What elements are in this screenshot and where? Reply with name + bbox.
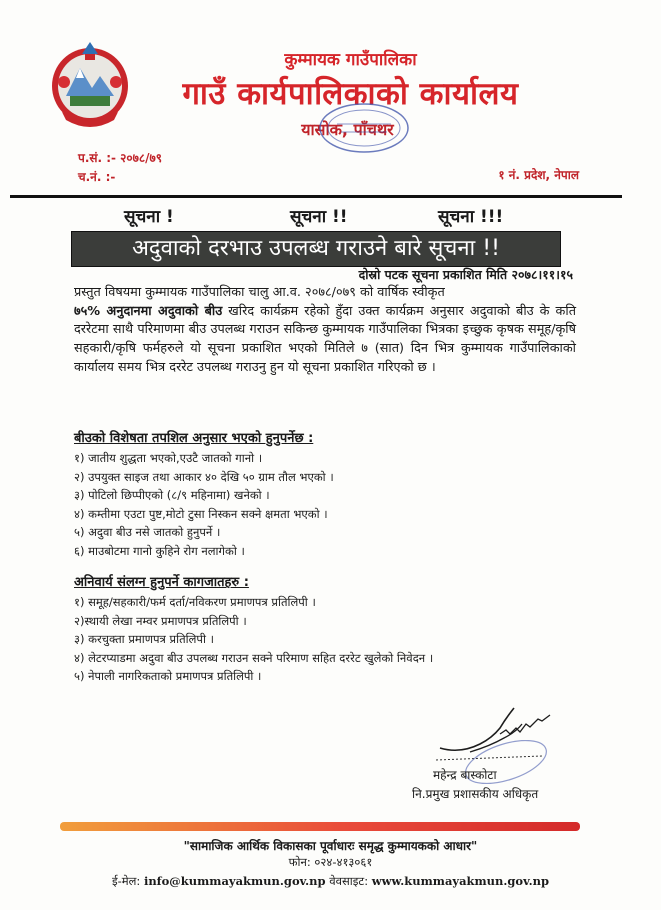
list-item: ५) अदुवा बीउ नसे जातको हुनुपर्ने । xyxy=(74,525,221,540)
footer-divider xyxy=(60,822,580,831)
required-docs-heading: अनिवार्य संलग्न हुनुपर्ने कागजातहरु : xyxy=(74,575,249,590)
notice-word-3: सूचना !!! xyxy=(438,207,504,227)
website-label: वेवसाइट: xyxy=(325,874,372,888)
body-part-1: प्रस्तुत विषयमा कुम्मायक गाउँपालिका चालु आ.व. २०७८/०७९ को वार्षिक स्वीकृत xyxy=(74,285,445,300)
list-item: ३) पोटिलो छिप्पीएको (८/९ महिनामा) खनेको । xyxy=(74,488,270,503)
notice-body xyxy=(74,284,576,378)
signatory-title: नि.प्रमुख प्रशासकीय अधिकृत xyxy=(412,787,539,801)
list-item: १) समूह/सहकारी/फर्म दर्ता/नविकरण प्रमाणपत्र प्रतिलिपी । xyxy=(74,595,316,609)
footer-phone: फोन: ०२४-४१३०६१ xyxy=(288,855,373,869)
office-stamp-icon xyxy=(315,100,413,156)
dispatch-number: च.नं. :- xyxy=(78,170,116,184)
list-item: ४) कम्तीमा एउटा पुष्ट,मोटो टुसा निस्कन सक्ने क्षमता भएको । xyxy=(74,506,328,521)
list-item: ६) माउबोटमा गानो कुहिने रोग नलागेको । xyxy=(74,543,245,558)
seed-specs-list xyxy=(74,449,334,561)
notice-title-banner: अदुवाको दरभाउ उपलब्ध गराउने बारे सूचना !! xyxy=(72,232,560,266)
list-item: ४) लेटरप्याडमा अदुवा बीउ उपलब्ध गराउन सक्ने परिमाण सहित दररेट खुलेको निवेदन । xyxy=(74,650,434,665)
footer-contact xyxy=(0,874,661,889)
body-part-2: खरिद कार्यक्रम रहेको हुँदा उक्त कार्यक्रम अनुसार अदुवाको बीउ के कति दररेटमा साथै परिमाणमा बीउ उपलब्ध गराउन सकिन्छ कुम्मायक गाउँपालिका भित्रका इच्छुक कृषक समूह/कृषि सहकारी/कृषि फर्महरुले यो सूचना प्रकाशित भएको मितिले ७ (सात) दिन भित्र कुम्मायक गाउँपालिकाको कार्यालय समय भित्र दररेट उपलब्ध गराउनु हुन यो सूचना प्रकाशित गरिएको छ । xyxy=(74,303,576,375)
email-label: ई-मेल: xyxy=(111,874,144,888)
signatory-name: महेन्द्र बास्कोटा xyxy=(433,768,497,782)
header-divider xyxy=(10,195,622,198)
reissue-date: दोस्रो पटक सूचना प्रकाशित मिति २०७८।११।१५ xyxy=(358,267,573,282)
list-item: २) उपयुक्त साइज तथा आकार ४० देखि ५० ग्राम तौल भएको । xyxy=(74,469,334,484)
footer-slogan: "सामाजिक आर्थिक विकासका पूर्वाधारः समृद्ध कुम्मायकको आधार" xyxy=(183,839,478,853)
reference-number: प.सं. :- २०७८/७९ xyxy=(78,151,163,165)
website-link[interactable]: www.kummayakmun.gov.np xyxy=(371,874,550,888)
list-item: १) जातीय शुद्धता भएको,एउटै जातको गानो । xyxy=(74,451,263,465)
notice-word-2: सूचना !! xyxy=(290,207,348,227)
required-docs-list xyxy=(74,593,433,686)
province-address: १ नं. प्रदेश, नेपाल xyxy=(498,168,579,182)
office-location: यासोक, पाँचथर xyxy=(301,120,394,139)
list-item: ३) करचुक्ता प्रमाणपत्र प्रतिलिपी । xyxy=(74,632,214,647)
municipality-name: कुम्मायक गाउँपालिका xyxy=(284,50,417,70)
seed-specs-heading: बीउको विशेषता तपशिल अनुसार भएको हुनुपर्नेछ : xyxy=(74,431,314,446)
list-item: ५) नेपाली नागरिकताको प्रमाणपत्र प्रतिलिपी । xyxy=(74,669,262,684)
list-item: २)स्थायी लेखा नम्वर प्रमाणपत्र प्रतिलिपी । xyxy=(74,613,247,628)
notice-word-1: सूचना ! xyxy=(124,207,174,227)
email-link[interactable]: info@kummayakmun.gov.np xyxy=(143,874,326,888)
office-name: गाउँ कार्यपालिकाको कार्यालय xyxy=(182,76,519,112)
body-highlight: ७५% अनुदानमा अदुवाको बीउ xyxy=(74,303,223,319)
